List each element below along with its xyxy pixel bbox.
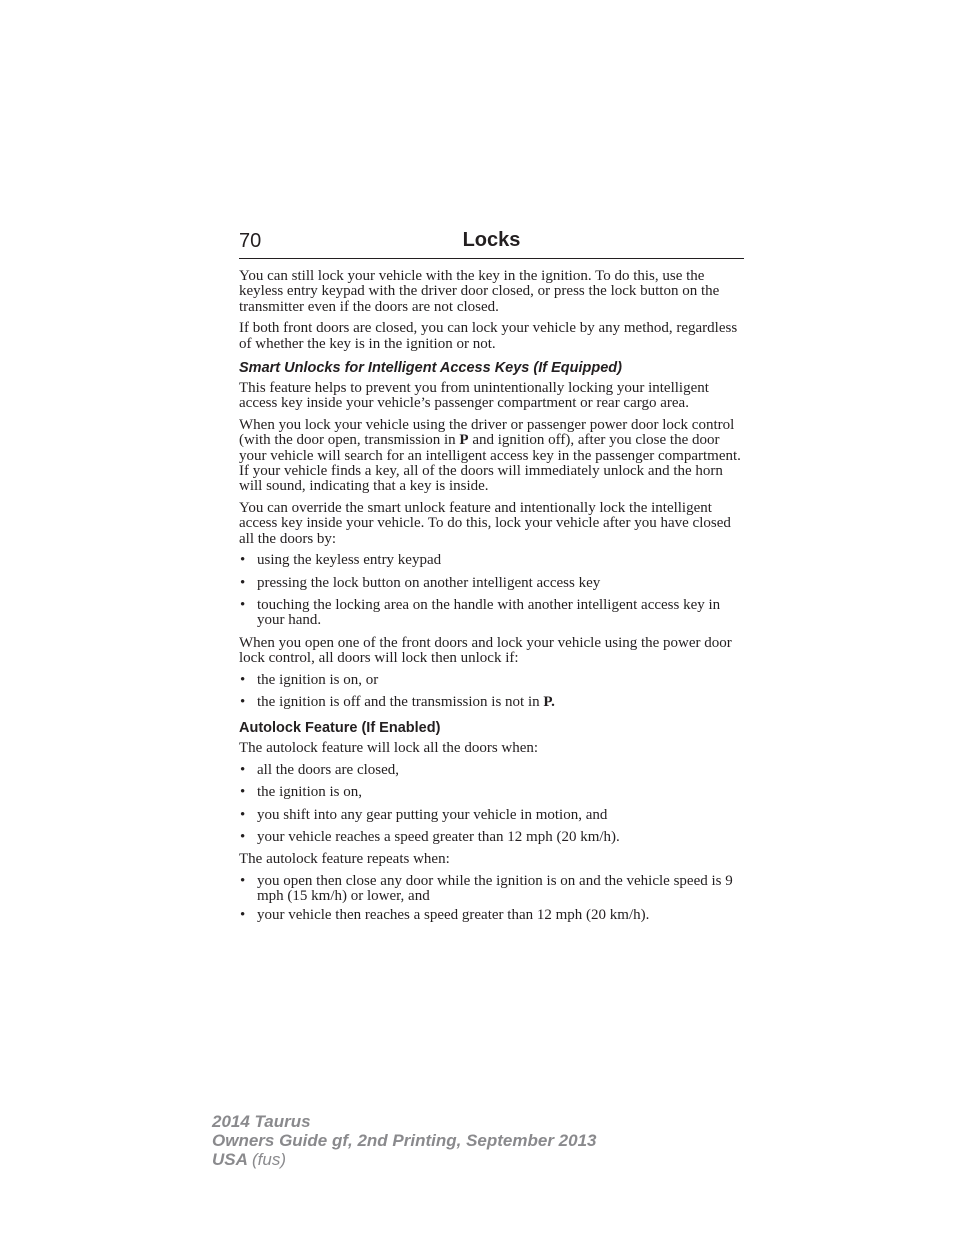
text-span: and ignition off), after you close the door your vehicle will search for an intelligent access key in the passenger compartment. If your vehicle finds a key, all of the doors will immediately unlock and the horn will sound, indicating that a key is inside.: [239, 432, 741, 495]
unlock-conditions-list: [239, 673, 749, 711]
repeat-conditions-list: [239, 874, 749, 923]
text-span: the ignition is off and the transmission is not in: [257, 693, 544, 710]
list-item: • your vehicle then reaches a speed greater than 12 mph (20 km/h).: [239, 908, 749, 923]
page-footer: [212, 1112, 596, 1169]
list-item: • all the doors are closed,: [239, 763, 749, 778]
paragraph-front-door-open: When you open one of the front doors and lock your vehicle using the power door lock control, all doors will lock then unlock if:: [239, 634, 732, 667]
footer-market: [212, 1150, 596, 1169]
footer-model: 2014 Taurus: [212, 1112, 311, 1131]
page-content: [239, 269, 749, 929]
list-item: • touching the locking area on the handle with another intelligent access key in your hand.: [239, 598, 749, 629]
text-span: When you lock your vehicle using the driver or passenger power door lock control (with the door open, transmission in: [239, 416, 735, 449]
list-item: • pressing the lock button on another intelligent access key: [239, 576, 749, 591]
paragraph-feature-purpose: This feature helps to prevent you from unintentionally locking your intelligent access key inside your vehicle’s passenger compartment or rear cargo area.: [239, 380, 709, 412]
list-item: • you open then close any door while the ignition is on and the vehicle speed is 9 mph (15 km/h) or lower, and: [239, 874, 749, 905]
footer-edition: Owners Guide gf, 2nd Printing, September 2013: [212, 1131, 597, 1150]
list-item: • you shift into any gear putting your vehicle in motion, and: [239, 808, 749, 823]
list-item: • your vehicle reaches a speed greater than 12 mph (20 km/h).: [239, 830, 749, 845]
gear-p-bold: P: [459, 432, 469, 449]
page-header: [239, 228, 744, 259]
paragraph-lock-with-key: You can still lock your vehicle with the key in the ignition. To do this, use the keyless entry keypad with the driver door closed, or press the lock button on the transmitter even if the doors are not closed.: [239, 268, 720, 315]
autolock-conditions-list: [239, 763, 749, 846]
heading-smart-unlocks: Smart Unlocks for Intelligent Access Keys (If Equipped): [239, 360, 622, 377]
footer-region: USA: [212, 1150, 248, 1169]
list-item: • using the keyless entry keypad: [239, 553, 749, 568]
override-list: [239, 553, 749, 629]
paragraph-override: You can override the smart unlock feature and intentionally lock the intelligent access key inside your vehicle. To do this, lock your vehicle after you have closed all the doors by:: [239, 499, 731, 547]
page-number: 70: [239, 230, 262, 252]
list-item: [239, 695, 749, 710]
gear-p-bold: P.: [543, 693, 555, 710]
paragraph-autolock-intro: The autolock feature will lock all the doors when:: [239, 740, 539, 757]
paragraph-lock-search: [239, 418, 749, 495]
list-item: • the ignition is on, or: [239, 673, 749, 688]
footer-region-code: (fus): [252, 1150, 286, 1169]
paragraph-front-doors-closed: If both front doors are closed, you can lock your vehicle by any method, regardless of whether the key is in the ignition or not.: [239, 320, 738, 352]
list-item: • the ignition is on,: [239, 785, 749, 800]
heading-autolock: Autolock Feature (If Enabled): [239, 720, 441, 737]
paragraph-autolock-repeat: The autolock feature repeats when:: [239, 851, 450, 868]
section-title: Locks: [462, 229, 521, 251]
